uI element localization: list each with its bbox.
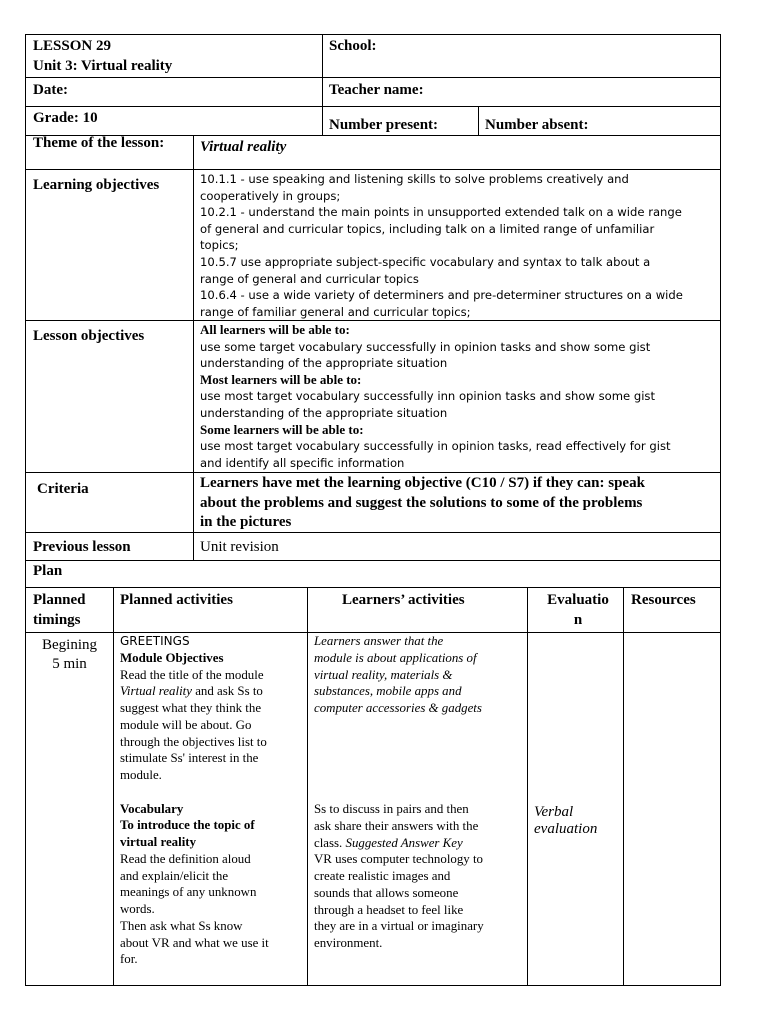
- activity-line: Then ask what Ss know: [120, 918, 243, 933]
- previous-lesson-value: Unit revision: [200, 539, 279, 555]
- plan-label: Plan: [33, 563, 63, 579]
- date-label: Date:: [33, 82, 68, 98]
- header-learners-activities: Learners’ activities: [342, 592, 465, 608]
- lesson-objectives-label: Lesson objectives: [33, 328, 145, 344]
- header-planned-activities: Planned activities: [120, 592, 233, 608]
- objective-line: of general and curricular topics, including talk on a limited range of unfamiliar: [200, 221, 655, 236]
- learning-objectives-label: Learning objectives: [33, 177, 160, 193]
- learner-line: VR uses computer technology to: [314, 852, 483, 867]
- learner-line: ask share their answers with the: [314, 818, 479, 833]
- table-border-right: [720, 34, 721, 986]
- table-border-top: [25, 34, 721, 35]
- activity-line: through the objectives list to: [120, 734, 267, 749]
- lesson-number: LESSON 29: [33, 38, 111, 54]
- activity-line: about VR and what we use it: [120, 935, 269, 950]
- spacer: [120, 784, 269, 801]
- objective-line: cooperatively in groups;: [200, 188, 341, 203]
- learner-line: computer accessories & gadgets: [314, 701, 482, 715]
- table-border-bottom: [25, 985, 721, 986]
- header-planned-timings: Planned timings: [33, 592, 86, 628]
- lesson-objectives-list: [200, 322, 671, 471]
- activity-line: Read the title of the module: [120, 667, 264, 682]
- learner-line: Learners answer that the: [314, 634, 444, 648]
- criteria-label: Criteria: [37, 481, 89, 497]
- theme-label: Theme of the lesson:: [33, 135, 165, 151]
- activity-line: Virtual reality and ask Ss to: [120, 684, 263, 699]
- row-line: [25, 472, 721, 473]
- learner-line: environment.: [314, 936, 383, 950]
- learner-line: sounds that allows someone: [314, 885, 459, 900]
- criteria-line: about the problems and suggest the solutions to some of the problems: [200, 494, 643, 511]
- vocabulary-heading: Vocabulary: [120, 801, 184, 816]
- unit-title: Unit 3: Virtual reality: [33, 58, 173, 74]
- objective-line: range of general and curricular topics: [200, 271, 419, 286]
- learners-activities-cell: [314, 633, 482, 717]
- activity-line: module.: [120, 768, 162, 783]
- row-line: [25, 77, 721, 78]
- objective-line: 10.5.7 use appropriate subject-specific vocabulary and syntax to talk about a: [200, 254, 651, 269]
- row-line: [25, 106, 721, 107]
- plan-column-divider: [307, 587, 308, 985]
- objective-line: range of familiar general and curricular topics;: [200, 304, 471, 319]
- greetings-label: GREETINGS: [120, 634, 190, 648]
- criteria-line: Learners have met the learning objective (C10 / S7) if they can: speak: [200, 475, 645, 491]
- activity-line: suggest what they think the: [120, 701, 262, 716]
- objective-line: 10.2.1 - understand the main points in unsupported extended talk on a wide range: [200, 205, 682, 220]
- objective-line: use some target vocabulary successfully in opinion tasks and show some gist: [200, 339, 651, 354]
- teacher-name-label: Teacher name:: [329, 82, 424, 98]
- criteria-text: [200, 474, 645, 533]
- grade-label: Grade: 10: [33, 110, 98, 126]
- activity-line: module will be about. Go: [120, 717, 252, 732]
- objective-line: use most target vocabulary successfully inn opinion tasks and show some gist: [200, 389, 656, 404]
- number-absent-label: Number absent:: [485, 117, 589, 133]
- module-objectives-heading: Module Objectives: [120, 650, 224, 665]
- present-absent-divider: [478, 106, 479, 135]
- label-column-divider: [193, 135, 194, 560]
- row-line: [25, 560, 721, 561]
- objective-line: understanding of the appropriate situation: [200, 405, 448, 420]
- criteria-line: in the pictures: [200, 514, 292, 530]
- learner-line: substances, mobile apps and: [314, 684, 462, 699]
- learner-line: they are in a virtual or imaginary: [314, 919, 484, 934]
- vocabulary-subheading: To introduce the topic of: [120, 818, 255, 833]
- evaluation-cell: Verbal evaluation: [534, 804, 598, 837]
- planned-activities-cell: [120, 633, 269, 968]
- most-learners-heading: Most learners will be able to:: [200, 371, 362, 387]
- learner-line: through a headset to feel like: [314, 902, 464, 917]
- objective-line: understanding of the appropriate situation: [200, 356, 448, 371]
- row-line: [25, 169, 721, 170]
- number-present-label: Number present:: [329, 117, 439, 133]
- learner-line: class. Suggested Answer Key: [314, 835, 463, 850]
- objective-line: 10.1.1 - use speaking and listening skills to solve problems creatively and: [200, 172, 629, 186]
- learner-line: Ss to discuss in pairs and then: [314, 802, 469, 816]
- table-border-left: [25, 34, 26, 986]
- learner-line: create realistic images and: [314, 869, 451, 883]
- some-learners-heading: Some learners will be able to:: [200, 421, 364, 437]
- plan-column-divider: [113, 587, 114, 985]
- learning-objectives-list: [200, 171, 683, 320]
- vocabulary-subheading: virtual reality: [120, 835, 197, 850]
- activity-line: stimulate Ss' interest in the: [120, 751, 259, 766]
- activity-line: for.: [120, 952, 138, 967]
- header-evaluation: Evaluatio n: [547, 592, 609, 628]
- row-line: [25, 587, 721, 588]
- school-label: School:: [329, 38, 377, 54]
- header-resources: Resources: [631, 592, 696, 608]
- activity-line: Read the definition aloud: [120, 851, 251, 866]
- plan-column-divider: [527, 587, 528, 985]
- learner-line: module is about applications of: [314, 650, 477, 665]
- previous-lesson-label: Previous lesson: [33, 539, 131, 555]
- all-learners-heading: All learners will be able to:: [200, 322, 350, 337]
- objective-line: topics;: [200, 238, 239, 253]
- objective-line: use most target vocabulary successfully in opinion tasks, read effectively for gist: [200, 439, 671, 454]
- timing-cell: Begining 5 min: [42, 637, 97, 672]
- objective-line: 10.6.4 - use a wide variety of determiners and pre-determiner structures on a wide: [200, 288, 683, 303]
- activity-line: words.: [120, 902, 155, 917]
- learners-pair-discussion: [314, 801, 484, 952]
- learner-line: virtual reality, materials &: [314, 667, 453, 682]
- theme-value: Virtual reality: [200, 139, 287, 155]
- activity-line: meanings of any unknown: [120, 885, 257, 900]
- activity-line: and explain/elicit the: [120, 868, 229, 883]
- header-divider: [322, 34, 323, 135]
- plan-column-divider: [623, 587, 624, 985]
- objective-line: and identify all specific information: [200, 455, 405, 470]
